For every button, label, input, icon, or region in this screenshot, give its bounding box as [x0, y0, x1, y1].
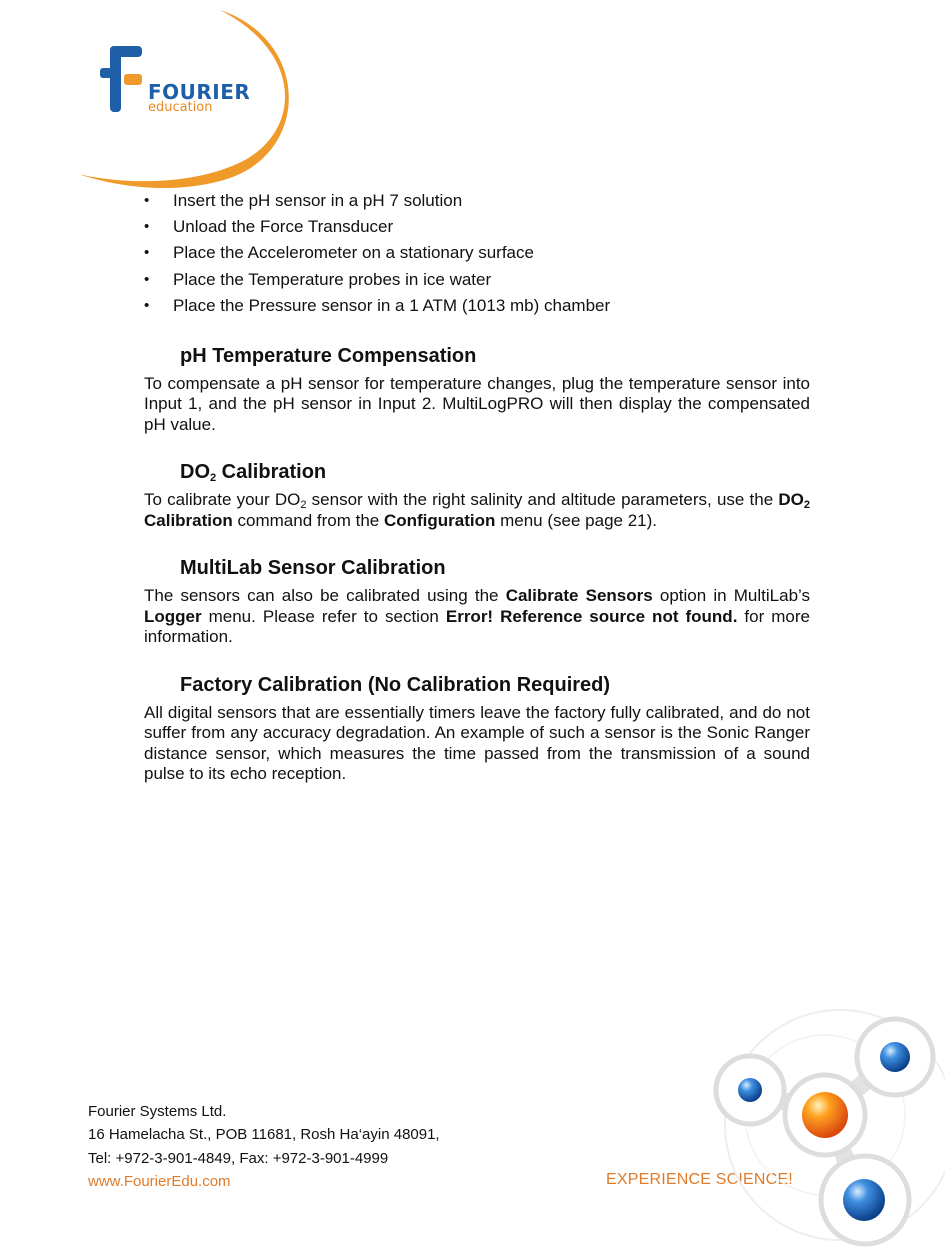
section-paragraph: The sensors can also be calibrated using the Calibrate Sensors option in MultiLab’s Logger menu. Please refer to section Error! Reference source not found. for more information.: [144, 586, 810, 647]
logo-wordmark: FOURIER: [148, 80, 251, 104]
section-heading: pH Temperature Compensation: [180, 344, 477, 367]
section-heading: MultiLab Sensor Calibration: [180, 557, 446, 580]
company-address: 16 Hamelacha St., POB 11681, Rosh Ha‘ayin 48091,: [88, 1126, 440, 1144]
list-item: • Insert the pH sensor in a pH 7 solution: [144, 189, 810, 215]
list-item: • Unload the Force Transducer: [144, 215, 810, 241]
molecule-graphic: [700, 1005, 945, 1254]
section-paragraph: All digital sensors that are essentially timers leave the factory fully calibrated, and do not suffer from any accuracy degradation. An example of such a sensor is the Sonic Ranger distance sensor, which measures the time passed from the transmission of a sound pulse to its echo reception.: [144, 702, 810, 784]
command-do2-calibration: $DO_2$ Calibration: [144, 490, 810, 530]
section-paragraph: To calibrate your $DO_2$ sensor with the right salinity and altitude parameters, use the $DO_2$ Calibration command from the Configuration menu (see page 21).: [144, 490, 810, 530]
tagline: EXPERIENCE SCIENCE!: [606, 1171, 793, 1188]
list-item: • Place the Pressure sensor in a 1 ATM (1013 mb) chamber: [144, 294, 810, 320]
reference-error: Error! Reference source not found.: [445, 606, 738, 626]
list-item: • Place the Temperature probes in ice water: [144, 268, 810, 294]
orange-sphere: [802, 1092, 848, 1138]
option-calibrate-sensors: Calibrate Sensors: [505, 586, 653, 606]
section-heading: $DO_2$ Calibration: [180, 461, 327, 485]
fourier-logo-mark: [100, 44, 146, 114]
section-multilab-calibration: [144, 555, 810, 648]
document-body: [144, 189, 810, 785]
website-link[interactable]: www.FourierEdu.com: [88, 1173, 231, 1191]
blue-sphere: [843, 1179, 885, 1221]
menu-logger: Logger: [144, 606, 202, 626]
section-factory-calibration: [144, 672, 810, 785]
blue-sphere: [880, 1042, 910, 1072]
menu-configuration: Configuration: [383, 510, 496, 530]
section-heading: Factory Calibration (No Calibration Required): [180, 673, 611, 696]
footer-contact: [88, 1100, 440, 1194]
list-item: • Place the Accelerometer on a stationary surface: [144, 241, 810, 267]
setup-steps-list: [144, 189, 810, 320]
company-phone: Tel: +972-3-901-4849, Fax: +972-3-901-4999: [88, 1149, 389, 1167]
logo-subtitle: education: [148, 100, 213, 115]
company-name: Fourier Systems Ltd.: [88, 1103, 227, 1120]
section-ph-temperature: [144, 343, 810, 436]
section-paragraph: To compensate a pH sensor for temperature changes, plug the temperature sensor into Input 1, and the pH sensor in Input 2. MultiLogPRO will then display the compensated pH value.: [144, 373, 810, 434]
section-do2-calibration: [144, 459, 810, 531]
blue-sphere: [738, 1078, 762, 1102]
